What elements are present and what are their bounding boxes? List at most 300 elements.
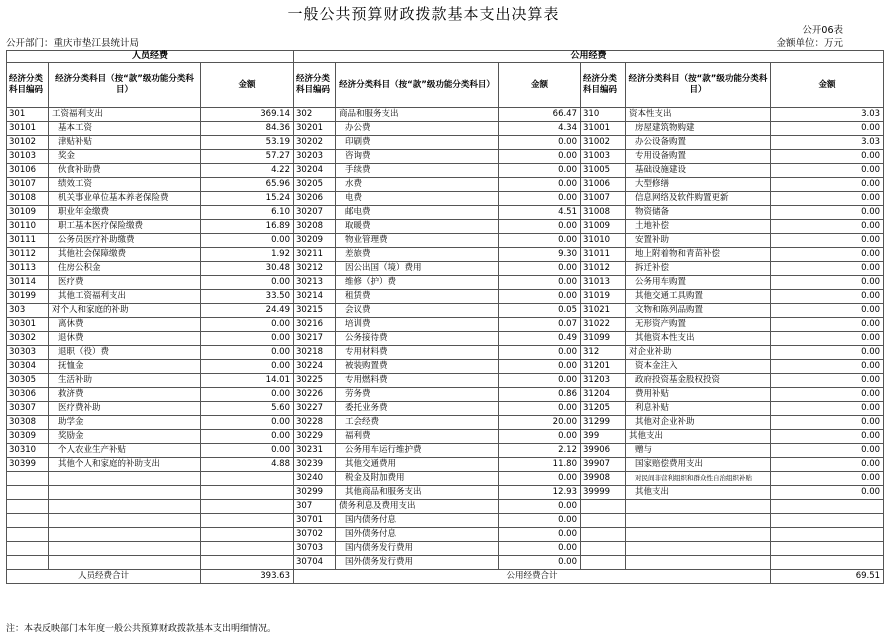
capital-name-cell: 其他资本性支出 [626, 332, 771, 346]
capital-amount-cell: 0.00 [771, 206, 884, 220]
public-code-cell: 30202 [294, 136, 336, 150]
capital-amount-cell: 0.00 [771, 262, 884, 276]
personnel-name-cell: 对个人和家庭的补助 [49, 304, 201, 318]
personnel-name-cell: 救济费 [49, 388, 201, 402]
col-header-amount: 金额 [201, 63, 294, 108]
table-row [7, 556, 884, 570]
col-header-name: 经济分类科目（按“款”级功能分类科目） [626, 63, 771, 108]
capital-name-cell: 其他交通工具购置 [626, 290, 771, 304]
capital-name-cell: 资本性支出 [626, 108, 771, 122]
capital-amount-cell [771, 514, 884, 528]
public-name-cell: 取暖费 [336, 220, 499, 234]
personnel-code-cell: 30309 [7, 430, 49, 444]
personnel-name-cell: 伙食补助费 [49, 164, 201, 178]
capital-code-cell [581, 542, 626, 556]
personnel-amount-cell [201, 486, 294, 500]
capital-code-cell: 31007 [581, 192, 626, 206]
capital-name-cell: 房屋建筑物购建 [626, 122, 771, 136]
personnel-name-cell: 基本工资 [49, 122, 201, 136]
personnel-name-cell: 工资福利支出 [49, 108, 201, 122]
table-row [7, 514, 884, 528]
personnel-amount-cell [201, 500, 294, 514]
public-code-cell: 30227 [294, 402, 336, 416]
table-row [7, 318, 884, 332]
unit-label: 金额单位：万元 [776, 38, 843, 49]
table-row [7, 262, 884, 276]
capital-amount-cell: 0.00 [771, 150, 884, 164]
capital-amount-cell: 0.00 [771, 248, 884, 262]
personnel-name-cell [49, 542, 201, 556]
public-name-cell: 其他交通费用 [336, 458, 499, 472]
personnel-amount-cell: 4.22 [201, 164, 294, 178]
personnel-name-cell: 职工基本医疗保险缴费 [49, 220, 201, 234]
public-amount-cell: 0.00 [499, 136, 581, 150]
personnel-name-cell: 生活补助 [49, 374, 201, 388]
public-code-cell: 30703 [294, 542, 336, 556]
public-code-cell: 30211 [294, 248, 336, 262]
public-name-cell: 物业管理费 [336, 234, 499, 248]
capital-name-cell: 专用设备购置 [626, 150, 771, 164]
capital-amount-cell [771, 500, 884, 514]
capital-name-cell: 费用补贴 [626, 388, 771, 402]
capital-name-cell: 其他支出 [626, 486, 771, 500]
public-amount-cell: 0.00 [499, 374, 581, 388]
capital-name-cell: 其他支出 [626, 430, 771, 444]
public-code-cell: 30299 [294, 486, 336, 500]
capital-code-cell: 31021 [581, 304, 626, 318]
capital-name-cell: 其他对企业补助 [626, 416, 771, 430]
public-amount-cell: 0.07 [499, 318, 581, 332]
table-row [7, 304, 884, 318]
personnel-code-cell [7, 500, 49, 514]
public-name-cell: 手续费 [336, 164, 499, 178]
public-code-cell: 30215 [294, 304, 336, 318]
capital-amount-cell: 0.00 [771, 276, 884, 290]
public-code-cell: 30209 [294, 234, 336, 248]
public-amount-cell: 20.00 [499, 416, 581, 430]
col-header-code: 经济分类科目编码 [581, 63, 626, 108]
public-code-cell: 30214 [294, 290, 336, 304]
capital-name-cell: 资本金注入 [626, 360, 771, 374]
capital-code-cell: 31009 [581, 220, 626, 234]
capital-code-cell: 31022 [581, 318, 626, 332]
personnel-amount-cell: 14.01 [201, 374, 294, 388]
public-total-label: 公用经费合计 [294, 570, 771, 584]
personnel-code-cell [7, 486, 49, 500]
public-name-cell: 培训费 [336, 318, 499, 332]
personnel-name-cell: 医疗费 [49, 276, 201, 290]
expenditure-table [6, 50, 884, 584]
capital-name-cell: 对企业补助 [626, 346, 771, 360]
public-name-cell: 债务利息及费用支出 [336, 500, 499, 514]
personnel-code-cell: 30399 [7, 458, 49, 472]
personnel-name-cell [49, 500, 201, 514]
public-amount-cell: 0.00 [499, 514, 581, 528]
capital-code-cell: 39906 [581, 444, 626, 458]
public-code-cell: 30204 [294, 164, 336, 178]
personnel-amount-cell [201, 472, 294, 486]
personnel-code-cell [7, 472, 49, 486]
public-name-cell: 劳务费 [336, 388, 499, 402]
personnel-name-cell: 离休费 [49, 318, 201, 332]
public-name-cell: 工会经费 [336, 416, 499, 430]
capital-code-cell: 31019 [581, 290, 626, 304]
personnel-section-header: 人员经费 [7, 51, 294, 63]
personnel-amount-cell: 6.10 [201, 206, 294, 220]
personnel-code-cell: 30308 [7, 416, 49, 430]
public-name-cell: 专用材料费 [336, 346, 499, 360]
capital-name-cell: 国家赔偿费用支出 [626, 458, 771, 472]
personnel-code-cell: 30199 [7, 290, 49, 304]
public-code-cell: 30228 [294, 416, 336, 430]
table-row [7, 416, 884, 430]
personnel-code-cell: 30301 [7, 318, 49, 332]
column-header-row [7, 63, 884, 108]
personnel-amount-cell: 1.92 [201, 248, 294, 262]
public-name-cell: 国内债务付息 [336, 514, 499, 528]
capital-amount-cell: 0.00 [771, 178, 884, 192]
personnel-amount-cell: 84.36 [201, 122, 294, 136]
table-row [7, 234, 884, 248]
public-amount-cell: 0.00 [499, 234, 581, 248]
capital-code-cell: 312 [581, 346, 626, 360]
capital-amount-cell: 0.00 [771, 402, 884, 416]
personnel-amount-cell: 0.00 [201, 430, 294, 444]
col-header-amount: 金额 [499, 63, 581, 108]
personnel-code-cell: 30304 [7, 360, 49, 374]
capital-code-cell: 39908 [581, 472, 626, 486]
personnel-name-cell: 抚恤金 [49, 360, 201, 374]
personnel-code-cell [7, 542, 49, 556]
personnel-amount-cell: 0.00 [201, 346, 294, 360]
public-amount-cell: 0.00 [499, 220, 581, 234]
personnel-amount-cell: 369.14 [201, 108, 294, 122]
public-name-cell: 办公费 [336, 122, 499, 136]
public-name-cell: 因公出国（境）费用 [336, 262, 499, 276]
personnel-amount-cell: 15.24 [201, 192, 294, 206]
table-row [7, 136, 884, 150]
public-amount-cell: 0.00 [499, 276, 581, 290]
public-code-cell: 30702 [294, 528, 336, 542]
personnel-code-cell: 30306 [7, 388, 49, 402]
capital-amount-cell: 0.00 [771, 430, 884, 444]
personnel-code-cell [7, 556, 49, 570]
personnel-total-value: 393.63 [201, 570, 294, 584]
capital-code-cell: 31204 [581, 388, 626, 402]
public-name-cell: 会议费 [336, 304, 499, 318]
personnel-code-cell: 30113 [7, 262, 49, 276]
capital-code-cell: 39907 [581, 458, 626, 472]
personnel-code-cell: 30112 [7, 248, 49, 262]
capital-name-cell: 物资储备 [626, 206, 771, 220]
public-code-cell: 30704 [294, 556, 336, 570]
public-name-cell: 商品和服务支出 [336, 108, 499, 122]
personnel-amount-cell: 57.27 [201, 150, 294, 164]
public-name-cell: 差旅费 [336, 248, 499, 262]
capital-amount-cell: 0.00 [771, 192, 884, 206]
capital-code-cell: 310 [581, 108, 626, 122]
capital-name-cell: 政府投资基金股权投资 [626, 374, 771, 388]
public-amount-cell: 0.00 [499, 150, 581, 164]
public-amount-cell: 0.00 [499, 360, 581, 374]
public-amount-cell: 4.51 [499, 206, 581, 220]
personnel-name-cell [49, 528, 201, 542]
public-code-cell: 30229 [294, 430, 336, 444]
table-row [7, 192, 884, 206]
capital-amount-cell: 0.00 [771, 346, 884, 360]
public-code-cell: 30208 [294, 220, 336, 234]
capital-code-cell: 31003 [581, 150, 626, 164]
public-name-cell: 专用燃料费 [336, 374, 499, 388]
capital-name-cell: 利息补贴 [626, 402, 771, 416]
capital-name-cell: 公务用车购置 [626, 276, 771, 290]
public-amount-cell: 2.12 [499, 444, 581, 458]
capital-amount-cell [771, 556, 884, 570]
table-row [7, 108, 884, 122]
capital-amount-cell: 3.03 [771, 136, 884, 150]
col-header-code: 经济分类科目编码 [294, 63, 336, 108]
personnel-amount-cell [201, 556, 294, 570]
public-amount-cell: 0.00 [499, 528, 581, 542]
table-row [7, 122, 884, 136]
personnel-code-cell [7, 528, 49, 542]
public-amount-cell: 0.49 [499, 332, 581, 346]
personnel-name-cell: 公务员医疗补助缴费 [49, 234, 201, 248]
personnel-code-cell: 30106 [7, 164, 49, 178]
public-name-cell: 委托业务费 [336, 402, 499, 416]
personnel-amount-cell: 0.00 [201, 360, 294, 374]
table-row [7, 164, 884, 178]
capital-name-cell: 文物和陈列品购置 [626, 304, 771, 318]
capital-amount-cell: 0.00 [771, 444, 884, 458]
public-amount-cell: 0.00 [499, 290, 581, 304]
public-amount-cell: 11.80 [499, 458, 581, 472]
public-code-cell: 30205 [294, 178, 336, 192]
capital-code-cell: 39999 [581, 486, 626, 500]
public-name-cell: 维修（护）费 [336, 276, 499, 290]
capital-name-cell: 拆迁补偿 [626, 262, 771, 276]
table-code: 公开06表 [802, 25, 843, 36]
personnel-total-label: 人员经费合计 [7, 570, 201, 584]
personnel-amount-cell: 0.00 [201, 318, 294, 332]
personnel-name-cell: 住房公积金 [49, 262, 201, 276]
public-amount-cell: 9.30 [499, 248, 581, 262]
capital-amount-cell: 0.00 [771, 332, 884, 346]
capital-name-cell: 赠与 [626, 444, 771, 458]
personnel-name-cell [49, 556, 201, 570]
public-code-cell: 30212 [294, 262, 336, 276]
public-name-cell: 福利费 [336, 430, 499, 444]
table-row [7, 276, 884, 290]
table-row [7, 360, 884, 374]
table-row [7, 430, 884, 444]
personnel-code-cell: 30101 [7, 122, 49, 136]
personnel-name-cell: 退职（役）费 [49, 346, 201, 360]
capital-code-cell: 31008 [581, 206, 626, 220]
personnel-name-cell: 其他社会保障缴费 [49, 248, 201, 262]
table-row [7, 290, 884, 304]
personnel-code-cell: 303 [7, 304, 49, 318]
personnel-code-cell: 30102 [7, 136, 49, 150]
capital-name-cell: 地上附着物和青苗补偿 [626, 248, 771, 262]
personnel-amount-cell: 0.00 [201, 234, 294, 248]
capital-amount-cell [771, 528, 884, 542]
personnel-code-cell: 30114 [7, 276, 49, 290]
personnel-amount-cell: 24.49 [201, 304, 294, 318]
personnel-amount-cell: 65.96 [201, 178, 294, 192]
public-code-cell: 30201 [294, 122, 336, 136]
personnel-code-cell: 30303 [7, 346, 49, 360]
personnel-amount-cell: 0.00 [201, 444, 294, 458]
capital-code-cell: 31299 [581, 416, 626, 430]
personnel-code-cell: 30305 [7, 374, 49, 388]
personnel-name-cell [49, 486, 201, 500]
public-amount-cell: 4.34 [499, 122, 581, 136]
public-amount-cell: 0.00 [499, 262, 581, 276]
capital-amount-cell: 0.00 [771, 472, 884, 486]
personnel-amount-cell [201, 542, 294, 556]
personnel-name-cell [49, 514, 201, 528]
personnel-name-cell: 医疗费补助 [49, 402, 201, 416]
public-amount-cell: 12.93 [499, 486, 581, 500]
public-name-cell: 公务接待费 [336, 332, 499, 346]
capital-name-cell: 大型修缮 [626, 178, 771, 192]
table-row [7, 220, 884, 234]
public-name-cell: 国内债务发行费用 [336, 542, 499, 556]
public-code-cell: 30206 [294, 192, 336, 206]
capital-amount-cell: 0.00 [771, 458, 884, 472]
capital-amount-cell: 0.00 [771, 164, 884, 178]
personnel-amount-cell: 16.89 [201, 220, 294, 234]
capital-code-cell [581, 528, 626, 542]
table-row [7, 206, 884, 220]
public-amount-cell: 0.00 [499, 402, 581, 416]
capital-code-cell: 31001 [581, 122, 626, 136]
col-header-name: 经济分类科目（按“款”级功能分类科目） [336, 63, 499, 108]
capital-amount-cell: 0.00 [771, 416, 884, 430]
personnel-code-cell: 30110 [7, 220, 49, 234]
personnel-code-cell [7, 514, 49, 528]
public-name-cell: 印刷费 [336, 136, 499, 150]
public-name-cell: 税金及附加费用 [336, 472, 499, 486]
footnote: 注：本表反映部门本年度一般公共预算财政拨款基本支出明细情况。 [6, 624, 277, 634]
capital-name-cell [626, 514, 771, 528]
public-name-cell: 水费 [336, 178, 499, 192]
personnel-amount-cell: 30.48 [201, 262, 294, 276]
capital-name-cell: 基础设施建设 [626, 164, 771, 178]
personnel-code-cell: 30109 [7, 206, 49, 220]
capital-code-cell: 31201 [581, 360, 626, 374]
public-amount-cell: 0.86 [499, 388, 581, 402]
capital-name-cell: 无形资产购置 [626, 318, 771, 332]
personnel-name-cell: 津贴补贴 [49, 136, 201, 150]
public-name-cell: 咨询费 [336, 150, 499, 164]
public-name-cell: 租赁费 [336, 290, 499, 304]
table-row [7, 472, 884, 486]
personnel-amount-cell: 0.00 [201, 416, 294, 430]
personnel-code-cell: 30107 [7, 178, 49, 192]
table-row [7, 486, 884, 500]
public-code-cell: 307 [294, 500, 336, 514]
public-code-cell: 30213 [294, 276, 336, 290]
personnel-name-cell: 退休费 [49, 332, 201, 346]
capital-code-cell: 399 [581, 430, 626, 444]
capital-amount-cell: 0.00 [771, 360, 884, 374]
public-amount-cell: 0.00 [499, 192, 581, 206]
personnel-code-cell: 30310 [7, 444, 49, 458]
table-row [7, 444, 884, 458]
personnel-name-cell: 绩效工资 [49, 178, 201, 192]
totals-row [7, 570, 884, 584]
personnel-amount-cell: 5.60 [201, 402, 294, 416]
capital-amount-cell: 0.00 [771, 122, 884, 136]
capital-amount-cell: 0.00 [771, 374, 884, 388]
capital-code-cell: 31013 [581, 276, 626, 290]
public-code-cell: 30203 [294, 150, 336, 164]
capital-name-cell [626, 542, 771, 556]
personnel-code-cell: 30307 [7, 402, 49, 416]
public-code-cell: 30240 [294, 472, 336, 486]
personnel-amount-cell: 0.00 [201, 276, 294, 290]
table-row [7, 150, 884, 164]
public-name-cell: 邮电费 [336, 206, 499, 220]
table-row [7, 528, 884, 542]
public-code-cell: 30701 [294, 514, 336, 528]
capital-code-cell [581, 514, 626, 528]
capital-name-cell: 对民间非营利组织和群众性自治组织补贴 [626, 472, 771, 486]
capital-amount-cell: 0.00 [771, 304, 884, 318]
public-code-cell: 30224 [294, 360, 336, 374]
capital-code-cell [581, 556, 626, 570]
personnel-name-cell: 个人农业生产补贴 [49, 444, 201, 458]
table-row [7, 178, 884, 192]
personnel-amount-cell [201, 514, 294, 528]
public-amount-cell: 0.00 [499, 556, 581, 570]
personnel-amount-cell: 33.50 [201, 290, 294, 304]
personnel-code-cell: 30111 [7, 234, 49, 248]
personnel-name-cell: 职业年金缴费 [49, 206, 201, 220]
public-amount-cell: 0.00 [499, 500, 581, 514]
capital-code-cell [581, 500, 626, 514]
public-amount-cell: 0.00 [499, 472, 581, 486]
capital-code-cell: 31005 [581, 164, 626, 178]
capital-name-cell [626, 528, 771, 542]
public-name-cell: 国外债务付息 [336, 528, 499, 542]
personnel-code-cell: 30103 [7, 150, 49, 164]
public-section-header: 公用经费 [294, 51, 884, 63]
table-row [7, 500, 884, 514]
personnel-amount-cell: 4.88 [201, 458, 294, 472]
public-code-cell: 30216 [294, 318, 336, 332]
public-amount-cell: 66.47 [499, 108, 581, 122]
table-row [7, 374, 884, 388]
capital-amount-cell: 0.00 [771, 388, 884, 402]
public-amount-cell: 0.00 [499, 346, 581, 360]
public-code-cell: 30218 [294, 346, 336, 360]
personnel-name-cell: 助学金 [49, 416, 201, 430]
capital-name-cell: 办公设备购置 [626, 136, 771, 150]
personnel-amount-cell: 53.19 [201, 136, 294, 150]
capital-name-cell [626, 500, 771, 514]
capital-code-cell: 31006 [581, 178, 626, 192]
public-name-cell: 公务用车运行维护费 [336, 444, 499, 458]
personnel-code-cell: 301 [7, 108, 49, 122]
col-header-name: 经济分类科目（按“款”级功能分类科目） [49, 63, 201, 108]
capital-amount-cell: 0.00 [771, 318, 884, 332]
public-amount-cell: 0.00 [499, 164, 581, 178]
public-code-cell: 30239 [294, 458, 336, 472]
public-code-cell: 30207 [294, 206, 336, 220]
